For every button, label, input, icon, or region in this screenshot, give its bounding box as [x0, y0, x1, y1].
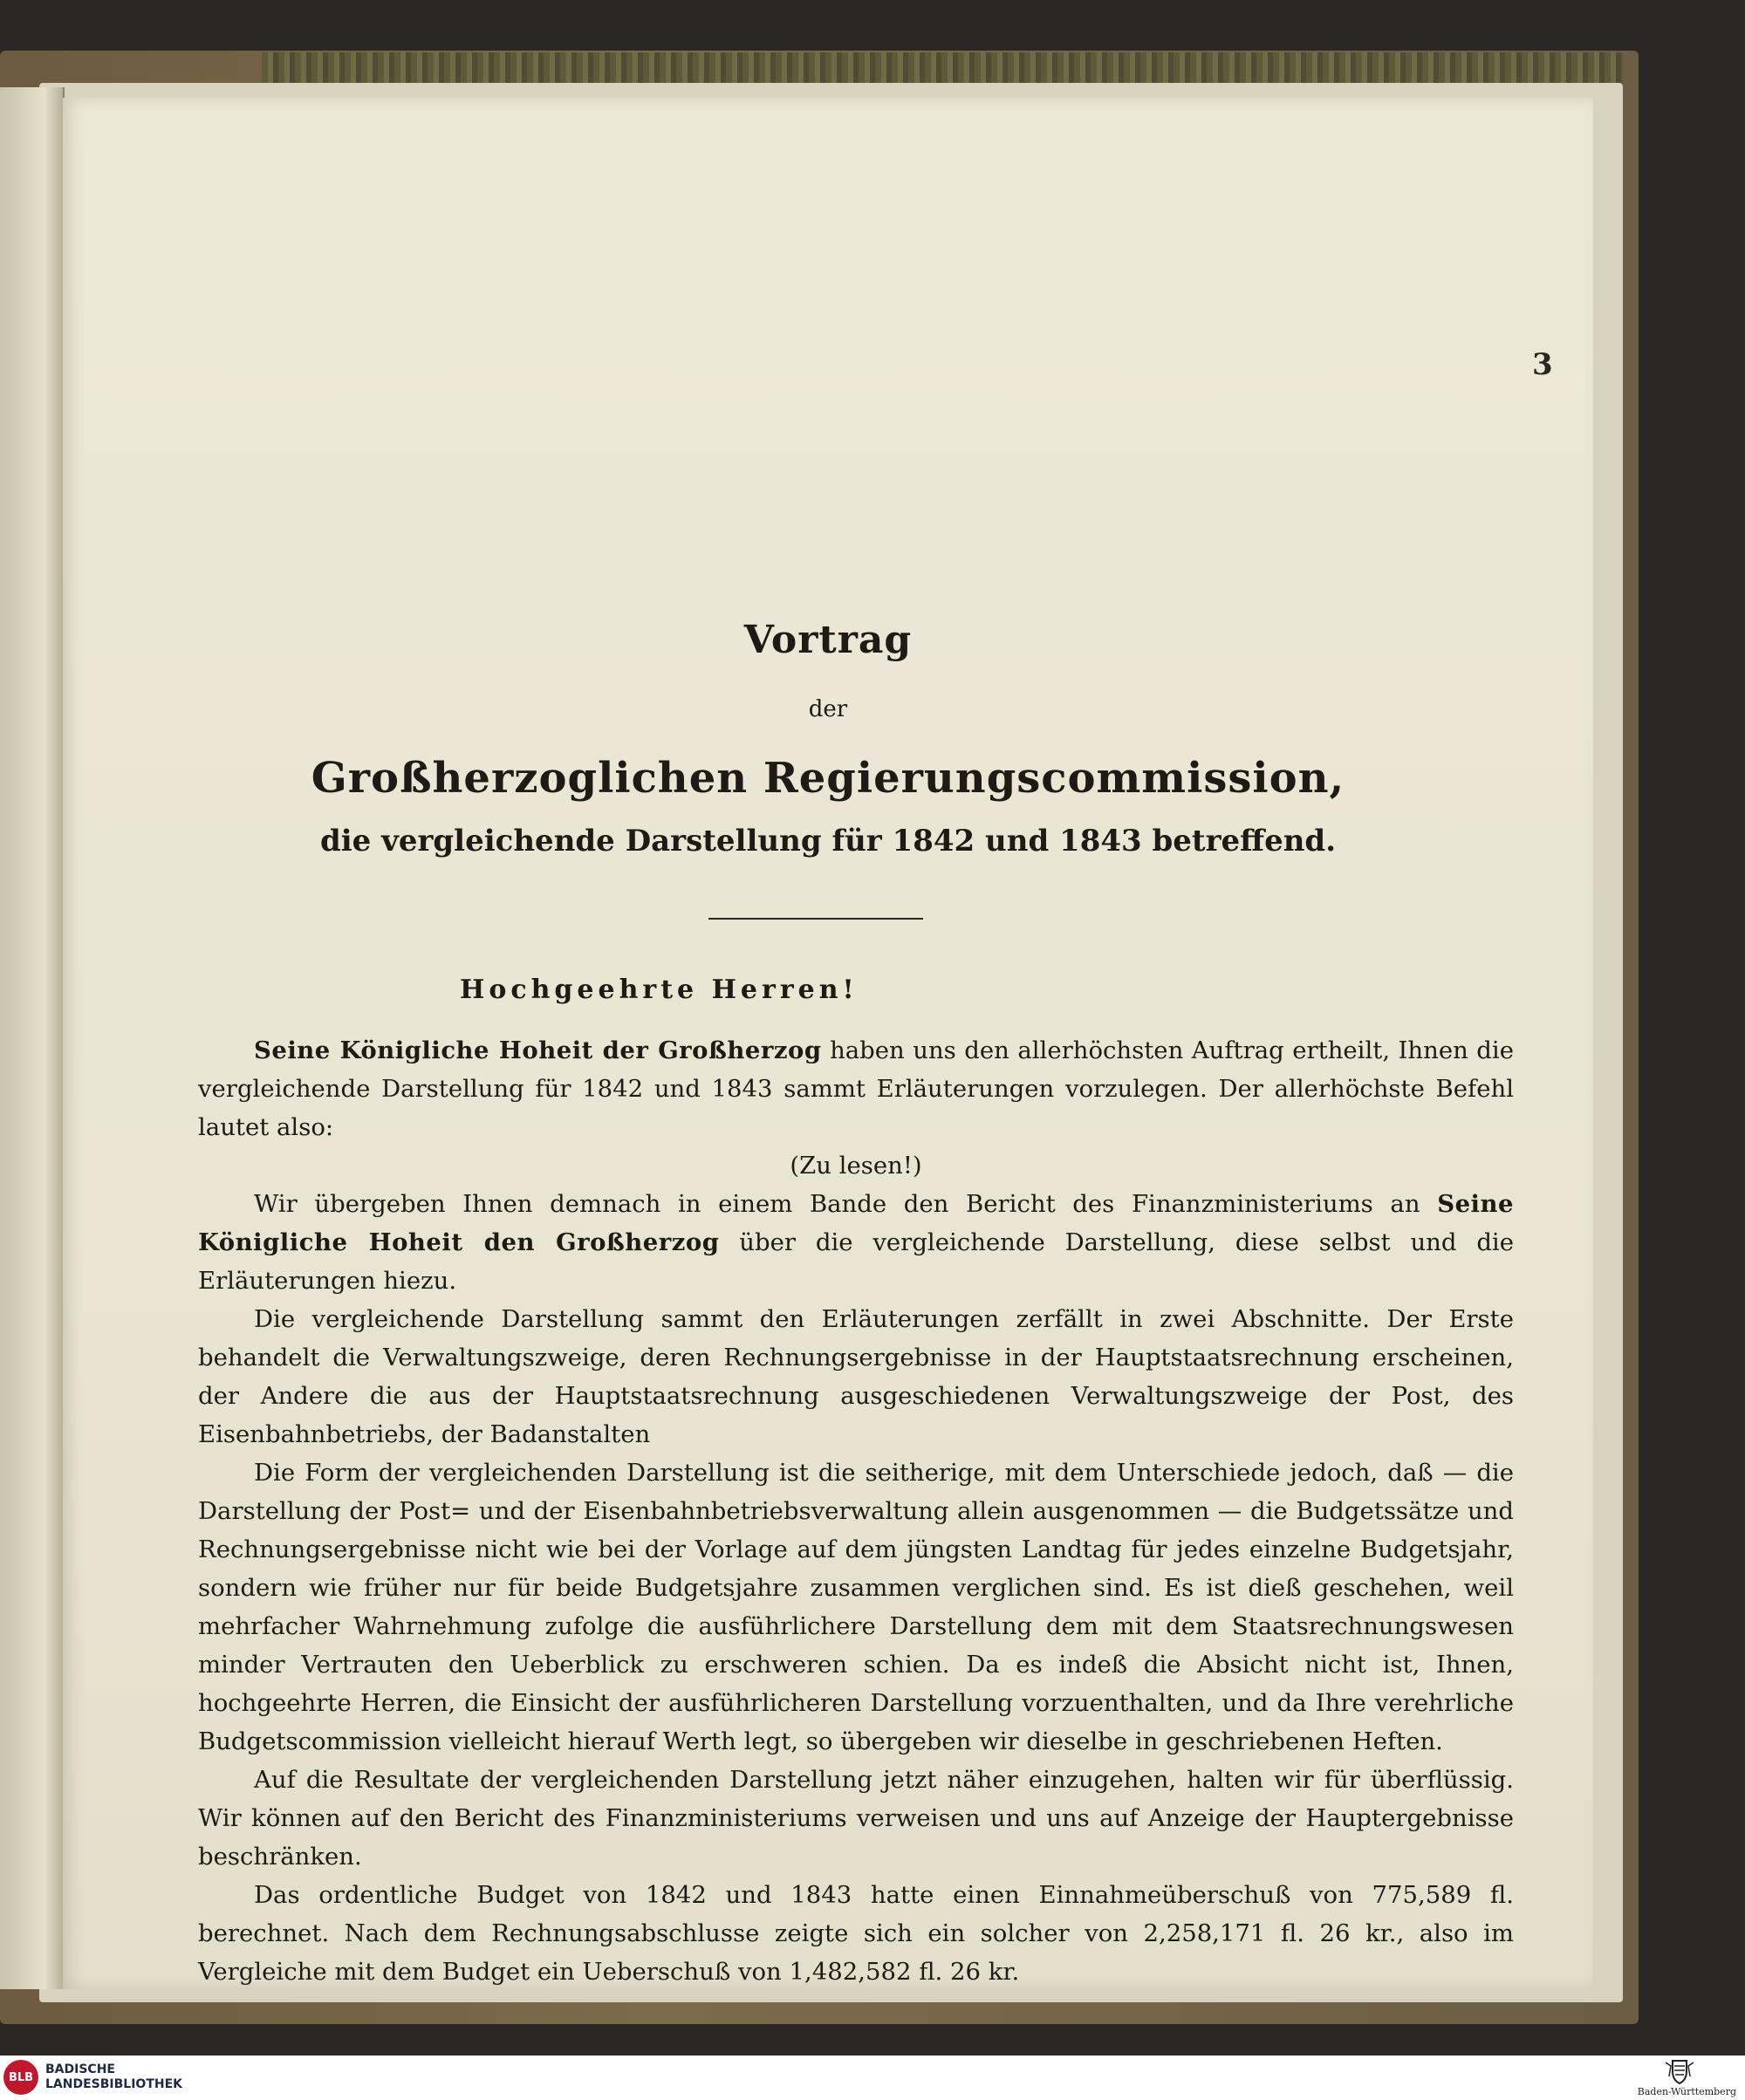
- paragraph-2-text-a: Wir übergeben Ihnen demnach in einem Bande den Bericht des Finanzministeriums an: [254, 1190, 1438, 1218]
- paragraph-1-text: haben uns den allerhöchsten Auftrag ertheilt, Ihnen die vergleichende Darstellung für 1842 und 1843 sammt Erläuterungen vorzulegen. Der allerhöchste Befehl lautet also:: [198, 1036, 1514, 1141]
- library-name-line-1: BADISCHE: [45, 2062, 115, 2076]
- body-text: [198, 1031, 1514, 1991]
- zu-lesen-note: (Zu lesen!): [790, 1152, 922, 1180]
- book-top-edge: [262, 52, 1623, 86]
- paragraph-5: Auf die Resultate der vergleichenden Darstellung jetzt näher einzugehen, halten wir für überflüssig. Wir können auf den Bericht des Finanzministeriums verweisen und uns auf Anzeige der Hauptergebnisse beschränken.: [198, 1766, 1514, 1871]
- title-der: der: [808, 696, 848, 722]
- state-label: Baden-Württemberg: [1637, 2086, 1736, 2097]
- library-name-line-2: LANDESBIBLIOTHEK: [45, 2077, 183, 2091]
- footer-bar: [0, 2056, 1745, 2100]
- show-through-text: [168, 290, 1564, 900]
- library-name[interactable]: [45, 2062, 182, 2092]
- title-subtitle: die vergleichende Darstellung für 1842 und 1843 betreffend.: [319, 824, 1337, 858]
- paragraph-2: [198, 1185, 1514, 1300]
- paragraph-6: Das ordentliche Budget von 1842 und 1843 hatte einen Einnahmeüberschuß von 775,589 fl. berechnet. Nach dem Rechnungsabschlusse zeigte sich ein solcher von 2,258,171 fl. 26 kr., also im Vergleiche mit dem Budget ein Ueberschuß von 1,482,582 fl. 26 kr.: [198, 1881, 1514, 1986]
- spaced-royal-title: Seine Königliche Hoheit der Großherzog: [254, 1036, 822, 1064]
- paragraph-1: [198, 1031, 1514, 1146]
- blb-logo[interactable]: BLB: [3, 2060, 38, 2095]
- coat-of-arms-icon[interactable]: [1662, 2057, 1697, 2087]
- title-main: Großherzoglichen Regierungscommission,: [311, 754, 1345, 803]
- spaced-royal-title-2: Seine Königliche Hoheit den Großherzog: [198, 1190, 1514, 1256]
- paragraph-3: Die vergleichende Darstellung sammt den Erläuterungen zerfällt in zwei Abschnitte. Der Erste behandelt die Verwaltungszweige, deren Rechnungsergebnisse in der Hauptstaatsrechnung erscheinen, der Andere die aus der Hauptstaatsrechnung ausgeschiedenen Verwaltungszweige der Post, des Eisenbahnbetriebs, der Badanstalten: [198, 1305, 1514, 1448]
- title-divider: [708, 918, 923, 920]
- left-page-edge: [0, 87, 65, 1989]
- paragraph-4: Die Form der vergleichenden Darstellung ist die seitherige, mit dem Unterschiede jedoch, daß — die Darstellung der Post= und der Eisenbahnbetriebsverwaltung allein ausgenommen — die Budgetssätze und Rechnungsergebnisse nicht wie bei der Vorlage auf dem jüngsten Landtag für jedes einzelne Budgetsjahr, sondern wie früher nur für beide Budgetsjahre zusammen verglichen sind. Es ist dieß geschehen, weil mehrfacher Wahrnehmung zufolge die ausführlichere Darstellung dem mit dem Staatsrechnungswesen minder Vertrauten den Ueberblick zu erschweren schien. Da es indeß die Absicht nicht ist, Ihnen, hochgeehrte Herren, die Einsicht der ausführlicheren Darstellung vorzuenthalten, und da Ihre verehrliche Budgetscommission vielleicht hierauf Werth legt, so übergeben wir dieselbe in geschriebenen Heften.: [198, 1459, 1514, 1755]
- document-page: [63, 98, 1593, 1989]
- title-vortrag: Vortrag: [743, 618, 913, 662]
- salutation: Hochgeehrte Herren!: [460, 975, 859, 1005]
- paragraph-2-text-c: über die vergleichende Darstellung, diese selbst und die Erläuterungen hiezu.: [198, 1228, 1515, 1295]
- page-number: 3: [1532, 347, 1553, 382]
